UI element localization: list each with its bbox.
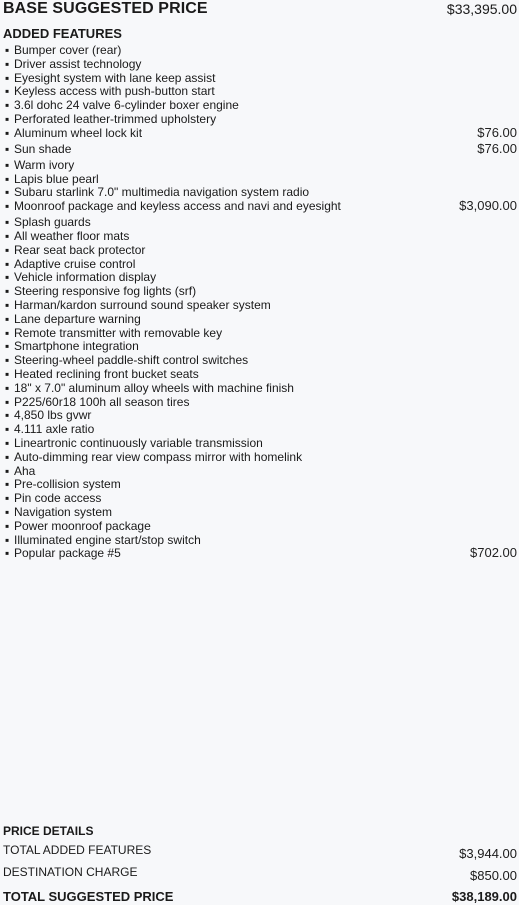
feature-label: 18" x 7.0" aluminum alloy wheels with machine finish bbox=[14, 380, 294, 395]
feature-label: Smartphone integration bbox=[14, 339, 139, 354]
bullet-icon: ▪ bbox=[5, 435, 10, 450]
bullet-icon: ▪ bbox=[5, 242, 10, 257]
feature-item bbox=[5, 478, 517, 492]
feature-item bbox=[5, 520, 517, 534]
destination-charge-label: DESTINATION CHARGE bbox=[3, 865, 138, 879]
bullet-icon: ▪ bbox=[5, 463, 10, 478]
feature-item bbox=[5, 313, 517, 327]
feature-item bbox=[5, 299, 517, 313]
feature-label: Adaptive cruise control bbox=[14, 256, 136, 271]
bullet-icon: ▪ bbox=[5, 422, 10, 437]
bullet-icon: ▪ bbox=[5, 408, 10, 423]
destination-charge-row bbox=[3, 865, 517, 883]
bullet-icon: ▪ bbox=[5, 491, 10, 506]
feature-price: $702.00 bbox=[470, 545, 517, 561]
feature-label: Warm ivory bbox=[14, 157, 75, 172]
bullet-icon: ▪ bbox=[5, 84, 10, 99]
feature-label: P225/60r18 100h all season tires bbox=[14, 394, 190, 409]
total-suggested-price-value: $38,189.00 bbox=[451, 889, 517, 904]
bullet-icon: ▪ bbox=[5, 532, 10, 547]
feature-label: 3.6l dohc 24 valve 6-cylinder boxer engine bbox=[14, 98, 239, 113]
total-suggested-price-label: TOTAL SUGGESTED PRICE bbox=[3, 889, 174, 904]
destination-charge-value: $850.00 bbox=[470, 868, 517, 883]
feature-item bbox=[5, 216, 517, 230]
bullet-icon: ▪ bbox=[5, 297, 10, 312]
bullet-icon: ▪ bbox=[5, 70, 10, 85]
bullet-icon: ▪ bbox=[5, 339, 10, 354]
feature-item bbox=[5, 271, 517, 285]
feature-item bbox=[5, 382, 517, 396]
feature-label: Sun shade bbox=[14, 141, 72, 156]
feature-item bbox=[5, 327, 517, 341]
feature-label: 4,850 lbs gvwr bbox=[14, 408, 92, 423]
feature-label: Lineartronic continuously variable transmission bbox=[14, 435, 263, 450]
feature-label: Perforated leather-trimmed upholstery bbox=[14, 111, 217, 126]
feature-item bbox=[5, 437, 517, 451]
feature-item bbox=[5, 534, 517, 548]
total-added-features-row bbox=[3, 843, 517, 861]
bullet-icon: ▪ bbox=[5, 43, 10, 57]
bullet-icon: ▪ bbox=[5, 199, 10, 214]
feature-label: Eyesight system with lane keep assist bbox=[14, 70, 216, 85]
bullet-icon: ▪ bbox=[5, 270, 10, 285]
bullet-icon: ▪ bbox=[5, 449, 10, 464]
feature-item bbox=[5, 173, 517, 187]
feature-item bbox=[5, 85, 517, 99]
feature-item bbox=[5, 285, 517, 299]
bullet-icon: ▪ bbox=[5, 157, 10, 172]
feature-item bbox=[5, 396, 517, 410]
feature-item bbox=[5, 506, 517, 520]
bullet-icon: ▪ bbox=[5, 380, 10, 395]
bullet-icon: ▪ bbox=[5, 477, 10, 492]
bullet-icon: ▪ bbox=[5, 546, 10, 561]
feature-price: $76.00 bbox=[477, 140, 517, 156]
bullet-icon: ▪ bbox=[5, 56, 10, 71]
feature-label: Driver assist technology bbox=[14, 56, 142, 71]
base-price-row bbox=[3, 0, 517, 18]
feature-label: Power moonroof package bbox=[14, 518, 151, 533]
bullet-icon: ▪ bbox=[5, 366, 10, 381]
feature-item bbox=[5, 186, 517, 200]
added-features-list bbox=[5, 44, 517, 563]
feature-item bbox=[5, 140, 517, 159]
bullet-icon: ▪ bbox=[5, 284, 10, 299]
feature-item bbox=[5, 409, 517, 423]
bullet-icon: ▪ bbox=[5, 394, 10, 409]
feature-label: Rear seat back protector bbox=[14, 242, 146, 257]
feature-item bbox=[5, 258, 517, 272]
feature-item bbox=[5, 340, 517, 354]
feature-label: Remote transmitter with removable key bbox=[14, 325, 223, 340]
feature-label: Pin code access bbox=[14, 491, 102, 506]
feature-label: Harman/kardon surround sound speaker system bbox=[14, 297, 271, 312]
bullet-icon: ▪ bbox=[5, 185, 10, 200]
feature-label: Vehicle information display bbox=[14, 270, 157, 285]
bullet-icon: ▪ bbox=[5, 228, 10, 243]
feature-label: Illuminated engine start/stop switch bbox=[14, 532, 201, 547]
feature-item bbox=[5, 354, 517, 368]
feature-label: Bumper cover (rear) bbox=[14, 43, 122, 57]
feature-label: All weather floor mats bbox=[14, 228, 130, 243]
total-added-features-label: TOTAL ADDED FEATURES bbox=[3, 843, 152, 857]
feature-label: Pre-collision system bbox=[14, 477, 121, 492]
feature-item bbox=[5, 547, 517, 563]
feature-item bbox=[5, 492, 517, 506]
feature-label: Auto-dimming rear view compass mirror with homelink bbox=[14, 449, 303, 464]
bullet-icon: ▪ bbox=[5, 141, 10, 156]
feature-item bbox=[5, 99, 517, 113]
feature-item bbox=[5, 230, 517, 244]
total-added-features-value: $3,944.00 bbox=[459, 846, 517, 861]
bullet-icon: ▪ bbox=[5, 111, 10, 126]
feature-label: Moonroof package and keyless access and navi and eyesight bbox=[14, 199, 341, 214]
base-price-label: BASE SUGGESTED PRICE bbox=[3, 0, 208, 17]
added-features-heading: ADDED FEATURES bbox=[3, 26, 122, 41]
price-details-heading: PRICE DETAILS bbox=[3, 824, 94, 838]
feature-label: Navigation system bbox=[14, 504, 113, 519]
bullet-icon: ▪ bbox=[5, 215, 10, 230]
feature-label: Steering responsive fog lights (srf) bbox=[14, 284, 197, 299]
bullet-icon: ▪ bbox=[5, 125, 10, 140]
feature-item bbox=[5, 368, 517, 382]
bullet-icon: ▪ bbox=[5, 311, 10, 326]
feature-label: Heated reclining front bucket seats bbox=[14, 366, 199, 381]
feature-price: $3,090.00 bbox=[459, 198, 517, 214]
base-price-value: $33,395.00 bbox=[446, 1, 517, 17]
feature-item bbox=[5, 244, 517, 258]
bullet-icon: ▪ bbox=[5, 98, 10, 113]
feature-label: 4.111 axle ratio bbox=[14, 422, 95, 437]
total-suggested-price-row bbox=[3, 889, 517, 904]
bullet-icon: ▪ bbox=[5, 504, 10, 519]
bullet-icon: ▪ bbox=[5, 353, 10, 368]
bullet-icon: ▪ bbox=[5, 325, 10, 340]
feature-label: Popular package #5 bbox=[14, 546, 121, 561]
bullet-icon: ▪ bbox=[5, 256, 10, 271]
bullet-icon: ▪ bbox=[5, 171, 10, 186]
feature-label: Splash guards bbox=[14, 215, 91, 230]
feature-item bbox=[5, 44, 517, 58]
feature-item bbox=[5, 159, 517, 173]
feature-price: $76.00 bbox=[477, 124, 517, 140]
feature-label: Lane departure warning bbox=[14, 311, 141, 326]
feature-item bbox=[5, 200, 517, 216]
feature-item bbox=[5, 113, 517, 127]
feature-item bbox=[5, 423, 517, 437]
feature-item bbox=[5, 465, 517, 479]
feature-label: Lapis blue pearl bbox=[14, 171, 99, 186]
feature-label: Aluminum wheel lock kit bbox=[14, 125, 143, 140]
feature-label: Aha bbox=[14, 463, 36, 478]
feature-item bbox=[5, 58, 517, 72]
feature-label: Subaru starlink 7.0" multimedia navigation system radio bbox=[14, 185, 310, 200]
feature-item bbox=[5, 451, 517, 465]
feature-item bbox=[5, 72, 517, 86]
feature-item bbox=[5, 124, 517, 143]
feature-label: Steering-wheel paddle-shift control switches bbox=[14, 353, 249, 368]
bullet-icon: ▪ bbox=[5, 518, 10, 533]
feature-label: Keyless access with push-button start bbox=[14, 84, 215, 99]
